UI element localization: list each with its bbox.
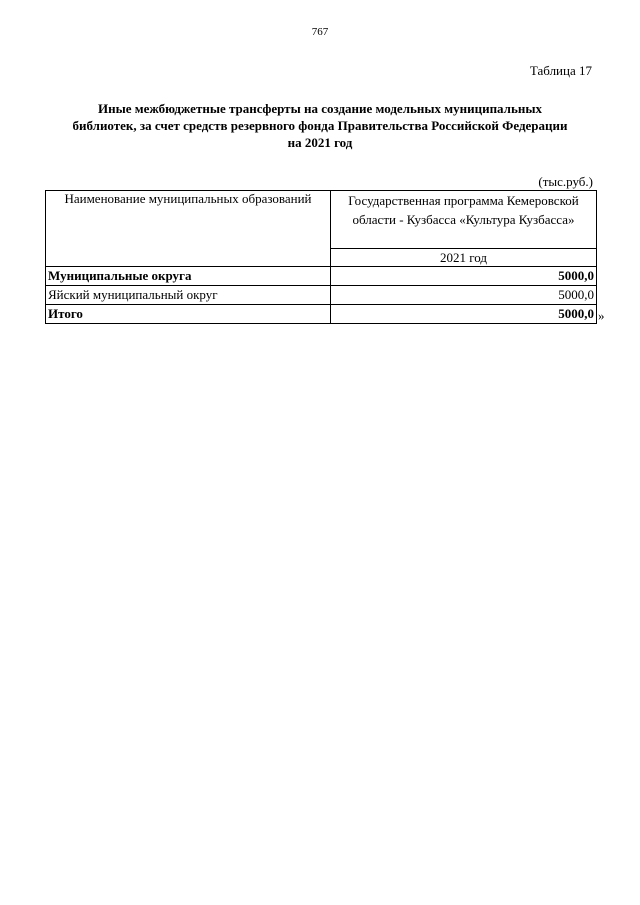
total-label: Итого <box>46 305 331 324</box>
row-name: Яйский муниципальный округ <box>46 286 331 305</box>
table-row <box>46 286 597 305</box>
closing-quote: » <box>598 308 605 323</box>
row-name: Муниципальные округа <box>46 267 331 286</box>
total-value: 5000,0 <box>331 305 597 324</box>
table-label: Таблица 17 <box>529 63 592 78</box>
transfers-table <box>45 190 597 324</box>
table-total-row <box>46 305 597 324</box>
row-value: 5000,0 <box>331 286 597 305</box>
page-number: 767 <box>311 26 329 38</box>
header-municipality-name: Наименование муниципальных образований <box>46 191 331 267</box>
units-label: (тыс.руб.) <box>538 174 593 189</box>
table-row <box>46 267 597 286</box>
title-line-2: библиотек, за счет средств резервного фонда Правительства Российской Федерации <box>72 118 568 133</box>
header-year: 2021 год <box>331 249 597 267</box>
title-line-3: на 2021 год <box>287 135 353 150</box>
header-program: Государственная программа Кемеровской области - Кузбасса «Культура Кузбасса» <box>331 191 597 249</box>
title-line-1: Иные межбюджетные трансферты на создание модельных муниципальных <box>98 101 542 116</box>
document-title <box>40 100 600 151</box>
table-header-row <box>46 191 597 249</box>
row-value: 5000,0 <box>331 267 597 286</box>
